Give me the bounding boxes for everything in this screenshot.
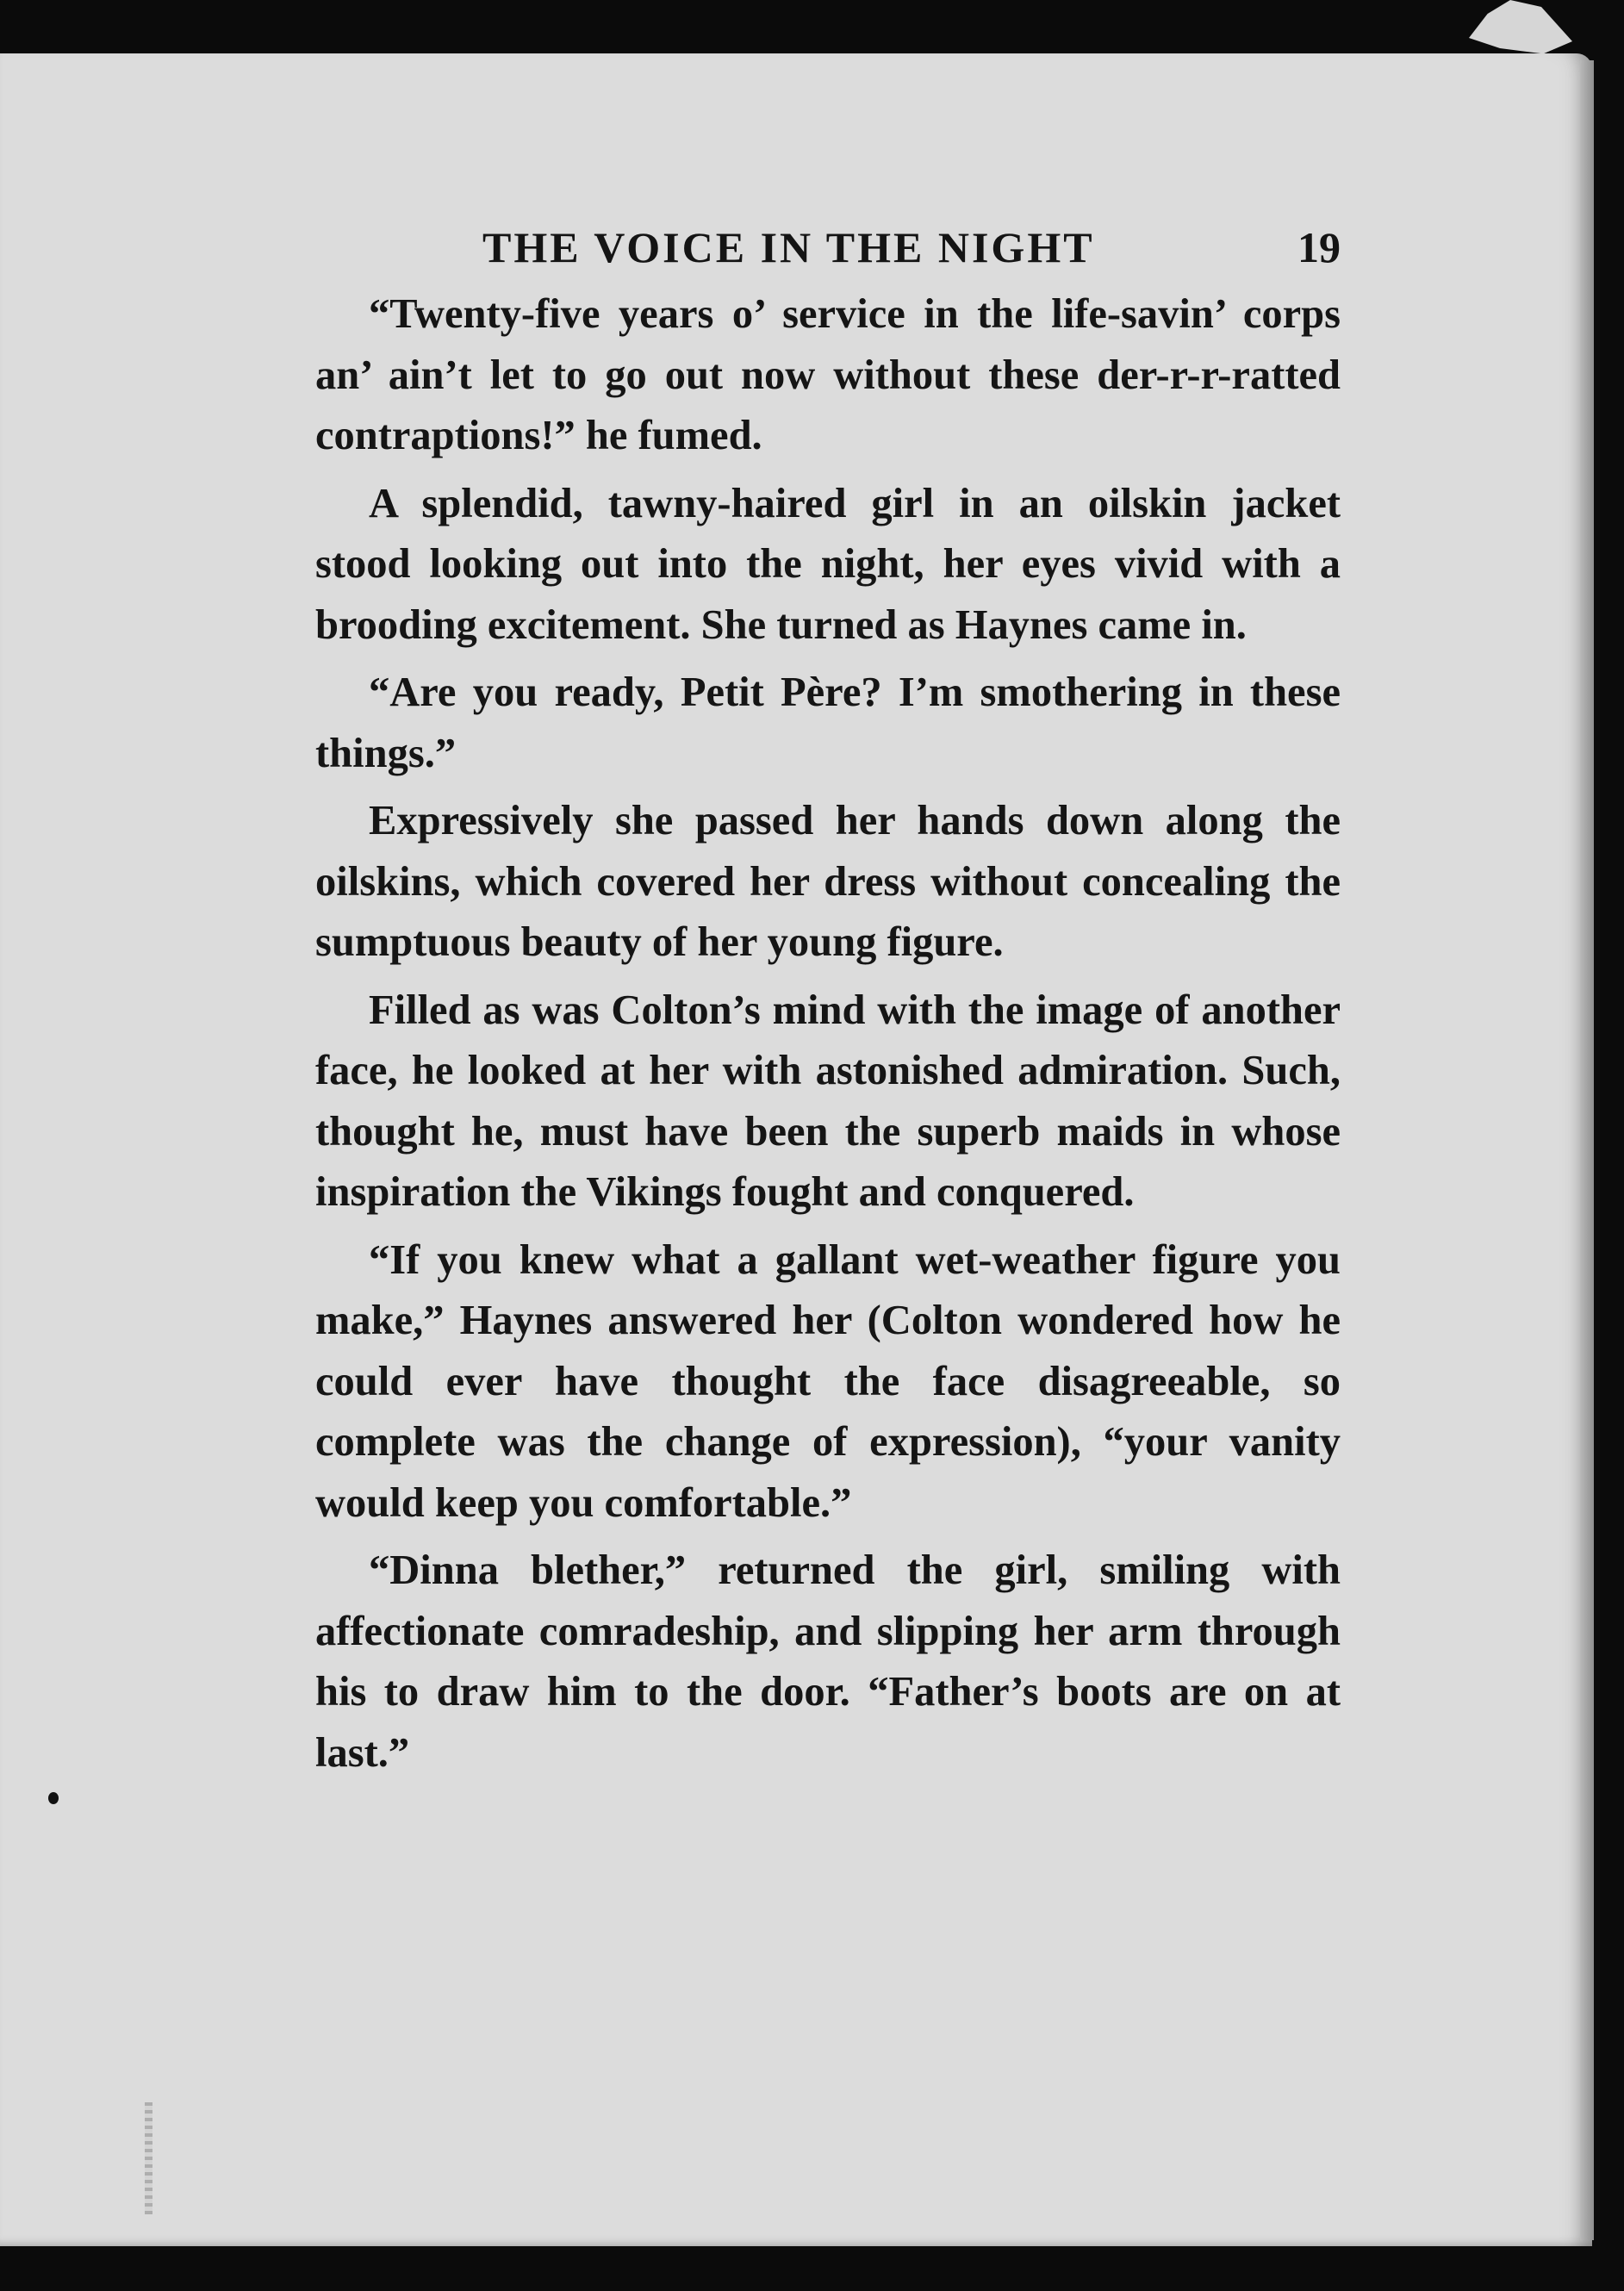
- paragraph: “Are you ready, Petit Père? I’m smothering in these things.”: [315, 669, 1341, 776]
- body-text: [315, 284, 1341, 1790]
- paragraph: Filled as was Colton’s mind with the image of another face, he looked at her with astonished admiration. Such, thought he, must have been the superb maids in whose inspiration the Vikings fought and conquered.: [315, 987, 1341, 1215]
- page-edge-shadow: [1580, 60, 1594, 2240]
- paragraph: “Dinna blether,” returned the girl, smiling with affectionate comradeship, and slipping her arm through his to draw him to the door. “Father’s boots are on at last.”: [315, 1547, 1341, 1776]
- margin-ink-dot: [48, 1792, 59, 1804]
- paragraph: A splendid, tawny-haired girl in an oilskin jacket stood looking out into the night, her eyes vivid with a brooding excitement. She turned as Haynes came in.: [315, 480, 1341, 648]
- page-number: 19: [1297, 223, 1341, 271]
- gutter-scan-artifact: [145, 2102, 152, 2214]
- paragraph: “If you knew what a gallant wet-weather figure you make,” Haynes answered her (Colton wondered how he could ever have thought the face disagreeable, so complete was the change of expression), “your vanity would keep you comfortable.”: [315, 1236, 1341, 1526]
- paragraph: “Twenty-five years o’ service in the life-savin’ corps an’ ain’t let to go out now without these der-r-r-ratted contraptions!” he fumed.: [315, 291, 1341, 458]
- running-head-title: THE VOICE IN THE NIGHT: [482, 223, 1095, 271]
- paragraph: Expressively she passed her hands down along the oilskins, which covered her dress without concealing the sumptuous beauty of her young figure.: [315, 798, 1341, 965]
